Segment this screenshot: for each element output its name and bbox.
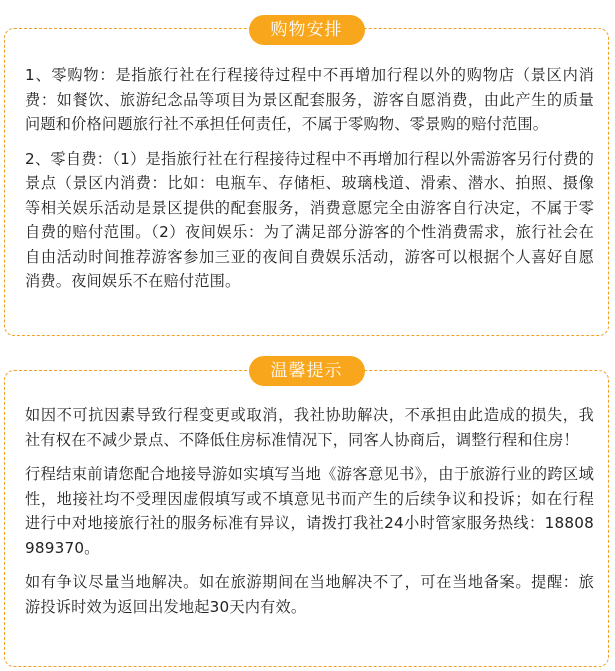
shopping-content <box>25 63 594 304</box>
shopping-section <box>4 20 609 336</box>
tips-paragraph-force-majeure: 如因不可抗因素导致行程变更或取消，我社协助解决，不承担由此造成的损失，我社有权在不减少景点、不降低住房标准情况下，同客人协商后，调整行程和住房！ <box>25 406 594 449</box>
tips-paragraph-disputes: 如有争议尽量当地解决。如在旅游期间在当地解决不了，可在当地备案。提醒：旅游投诉时效为返回出发地起30天内有效。 <box>25 573 594 616</box>
shopping-paragraph-zero-extra-cost: 2、零自费：（1）是指旅行社在行程接待过程中不再增加行程以外需游客另行付费的景点（景区内消费：比如：电瓶车、存储柜、玻璃栈道、滑索、潜水、拍照、摄像等相关娱乐活动是景区提供的配套服务，消费意愿完全由游客自行决定，不属于零自费的赔付范围。（2）夜间娱乐：为了满足部分游客的个性消费需求，旅行社会在自由活动时间推荐游客参加三亚的夜间自费娱乐活动，游客可以根据个人喜好自愿消费。夜间娱乐不在赔付范围。 <box>25 149 594 290</box>
tips-paragraph-feedback-hotline: 行程结束前请您配合地接导游如实填写当地《游客意见书》，由于旅游行业的跨区域性，地接社均不受理因虚假填写或不填意见书而产生的后续争议和投诉；如在行程进行中对地接旅行社的服务标准有异议，请拨打我社24小时管家服务热线：18808989370。 <box>25 465 594 557</box>
tips-title-badge: 温馨提示 <box>249 356 365 386</box>
tips-section <box>4 361 609 667</box>
shopping-paragraph-zero-shopping: 1、零购物：是指旅行社在行程接待过程中不再增加行程以外的购物店（景区内消费：如餐饮、旅游纪念品等项目为景区配套服务，游客自愿消费，由此产生的质量问题和价格问题旅行社不承担任何责任，不属于零购物、零景购的赔付范围。 <box>25 66 594 133</box>
shopping-title-badge: 购物安排 <box>249 15 365 45</box>
tips-content <box>25 403 594 629</box>
